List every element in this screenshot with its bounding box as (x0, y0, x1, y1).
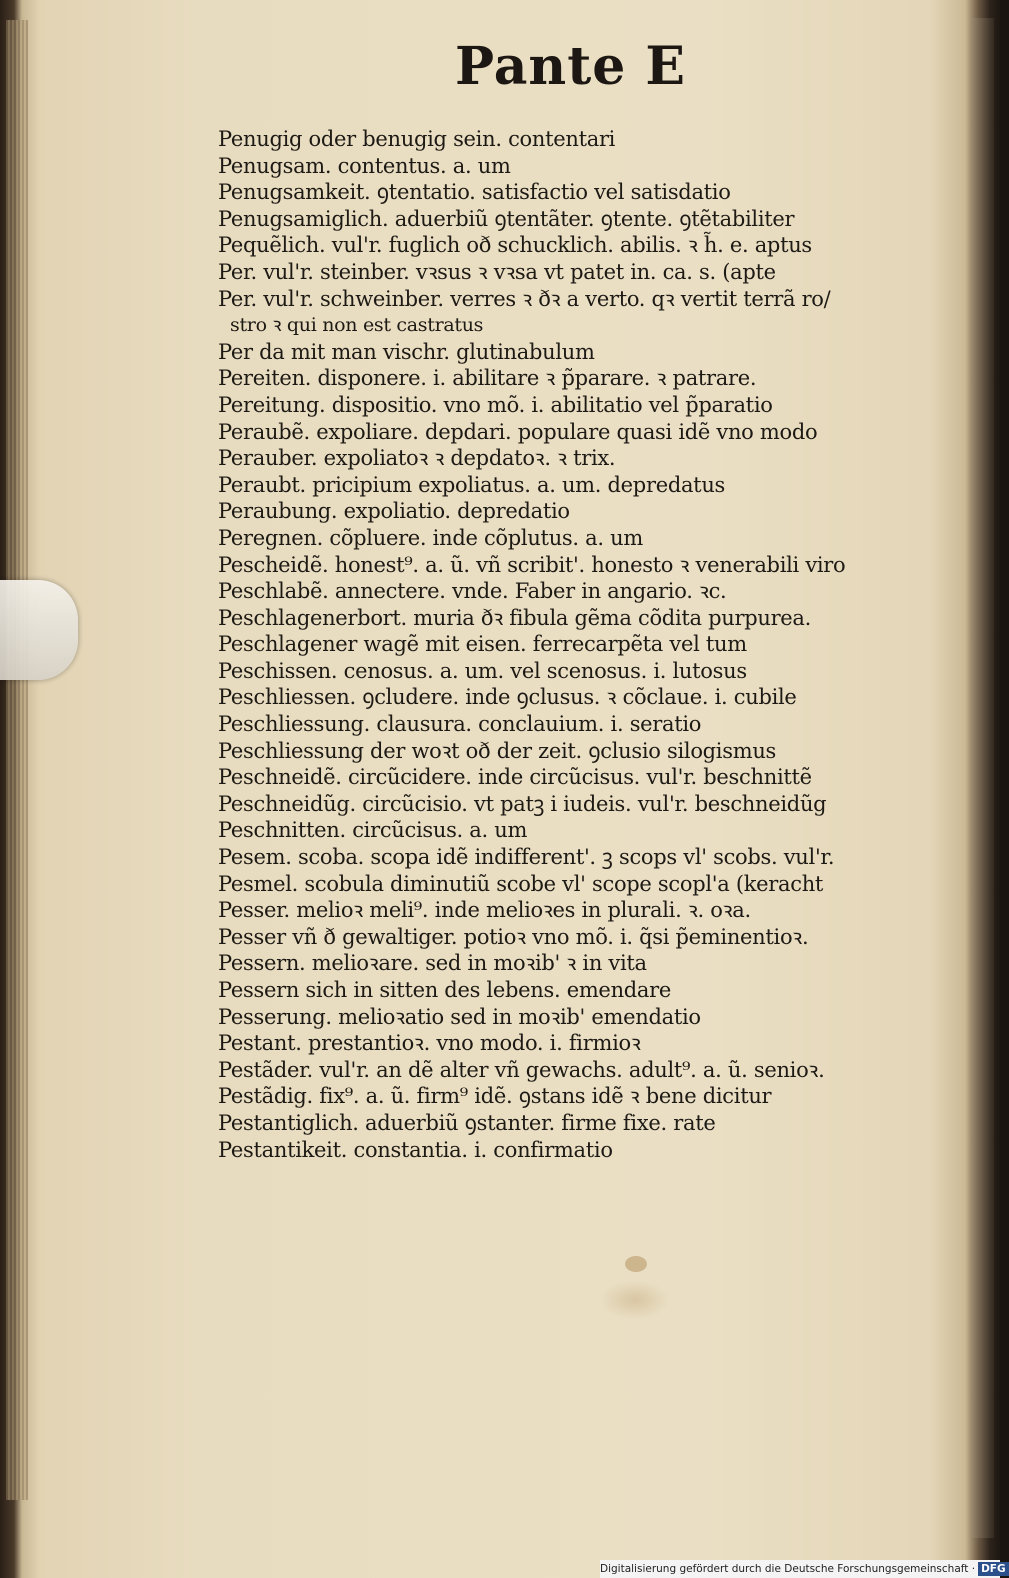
dictionary-entry: Peschlagener wagẽ mit eisen. ferrecarpẽta vel tum (218, 632, 747, 657)
dictionary-entry: Pescheidẽ. honest⁹. a. ũ. vñ scribit'. honesto ꝛ venerabili viro (218, 552, 846, 577)
dictionary-entry: Penugig oder benugig sein. contentari (218, 127, 616, 151)
dictionary-entry: Penugsamkeit. ꝯtentatio. satisfactio vel satisdatio (218, 180, 731, 205)
dictionary-entry: Pessern sich in sitten des lebens. emendare (218, 978, 672, 1002)
dictionary-entry: Penugsam. contentus. a. um (218, 153, 511, 178)
dictionary-entry: Per. vul'r. schweinber. verres ꝛ ðꝛ a verto. qꝛ vertit terrã ro/ (218, 286, 831, 311)
dictionary-entry: Peschnitten. circũcisus. a. um (218, 818, 528, 843)
dictionary-entry: Pesmel. scobula diminutiũ scobe vl' scope scopl'a (keracht (218, 871, 824, 896)
dictionary-entry: Peraubung. expoliatio. depredatio (218, 499, 570, 524)
dictionary-entry: Pessern. melioꝛare. sed in moꝛib' ꝛ in vita (218, 951, 647, 976)
bookmark-tab (0, 580, 78, 680)
facing-page-edge (972, 18, 994, 1538)
dictionary-entry: Peraubẽ. expoliare. depdari. populare quasi idẽ vno modo (218, 419, 818, 444)
dfg-logo: DFG (978, 1562, 1009, 1576)
dictionary-entry: Peschlagenerbort. muria ðꝛ fibula gẽma cõdita purpurea. (218, 605, 812, 630)
dictionary-entry: Pestantiglich. aduerbiũ ꝯstanter. firme fixe. rate (218, 1110, 716, 1135)
paper-stain (625, 1256, 647, 1272)
dictionary-entry: Per da mit man vischr. glutinabulum (218, 339, 595, 364)
credit-text: Digitalisierung gefördert durch die Deutsche Forschungsgemeinschaft · (600, 1563, 976, 1575)
dictionary-entry: Peraubt. pricipium expoliatus. a. um. depredatus (218, 472, 726, 497)
dictionary-entry: Pesser. melioꝛ meli⁹. inde melioꝛes in plurali. ꝛ. oꝛa. (218, 898, 751, 923)
dictionary-entry: Peschliessung der woꝛt oð der zeit. ꝯclusio silogismus (218, 738, 777, 763)
page-stack-edge (6, 20, 28, 1500)
dictionary-entry: Pequẽlich. vul'r. fuglich oð schucklich. abilis. ꝛ h̃. e. aptus (218, 233, 812, 258)
paper-stain (600, 1280, 670, 1320)
dictionary-entry: Pesserung. melioꝛatio sed in moꝛib' emendatio (218, 1004, 701, 1029)
dictionary-entry: Pesser vñ ð gewaltiger. potioꝛ vno mõ. i. q̃si p̃eminentioꝛ. (218, 924, 809, 949)
dictionary-entry: Perauber. expoliatoꝛ ꝛ depdatoꝛ. ꝛ trix. (218, 446, 616, 471)
dictionary-entry: Peschlabẽ. annectere. vnde. Faber in angario. ꝛc. (218, 579, 727, 604)
dictionary-entry: Peschliessung. clausura. conclauium. i. seratio (218, 712, 702, 737)
dictionary-entry: Pereiten. disponere. i. abilitare ꝛ p̃parare. ꝛ patrare. (218, 366, 757, 391)
dictionary-entry: Peschneidũg. circũcisio. vt patꝫ i iudeis. vul'r. beschneidũg (218, 791, 827, 816)
dictionary-entry: stro ꝛ qui non est castratus (230, 314, 484, 337)
dictionary-entry: Pereitung. dispositio. vno mõ. i. abilitatio vel p̃paratio (218, 392, 773, 417)
dictionary-entry: Peschissen. cenosus. a. um. vel scenosus. i. lutosus (218, 658, 747, 683)
dictionary-entry: Pestãder. vul'r. an dẽ alter vñ gewachs. adult⁹. a. ũ. senioꝛ. (218, 1057, 825, 1082)
dictionary-entry: Pestantikeit. constantia. i. confirmatio (218, 1137, 613, 1162)
dictionary-entry: Pestant. prestantioꝛ. vno modo. i. firmioꝛ (218, 1031, 641, 1056)
page-heading: Pante E (455, 36, 687, 97)
dictionary-entry: Peschneidẽ. circũcidere. inde circũcisus. vul'r. beschnittẽ (218, 765, 812, 790)
dictionary-entries (218, 126, 918, 1163)
dictionary-entry: Penugsamiglich. aduerbiũ ꝯtentãter. ꝯtente. ꝯtẽtabiliter (218, 206, 795, 231)
dictionary-entry: Per. vul'r. steinber. vꝛsus ꝛ vꝛsa vt patet in. ca. s. (apte (218, 259, 776, 284)
digitization-credit (600, 1560, 1006, 1578)
dictionary-entry: Peregnen. cõpluere. inde cõplutus. a. um (218, 525, 643, 550)
dictionary-entry: Pesem. scoba. scopa idẽ indifferent'. ꝫ scops vl' scobs. vul'r. (218, 845, 835, 870)
dictionary-entry: Pestãdig. fix⁹. a. ũ. firm⁹ idẽ. ꝯstans idẽ ꝛ bene dicitur (218, 1084, 772, 1109)
dictionary-entry: Peschliessen. ꝯcludere. inde ꝯclusus. ꝛ cõclaue. i. cubile (218, 685, 797, 710)
